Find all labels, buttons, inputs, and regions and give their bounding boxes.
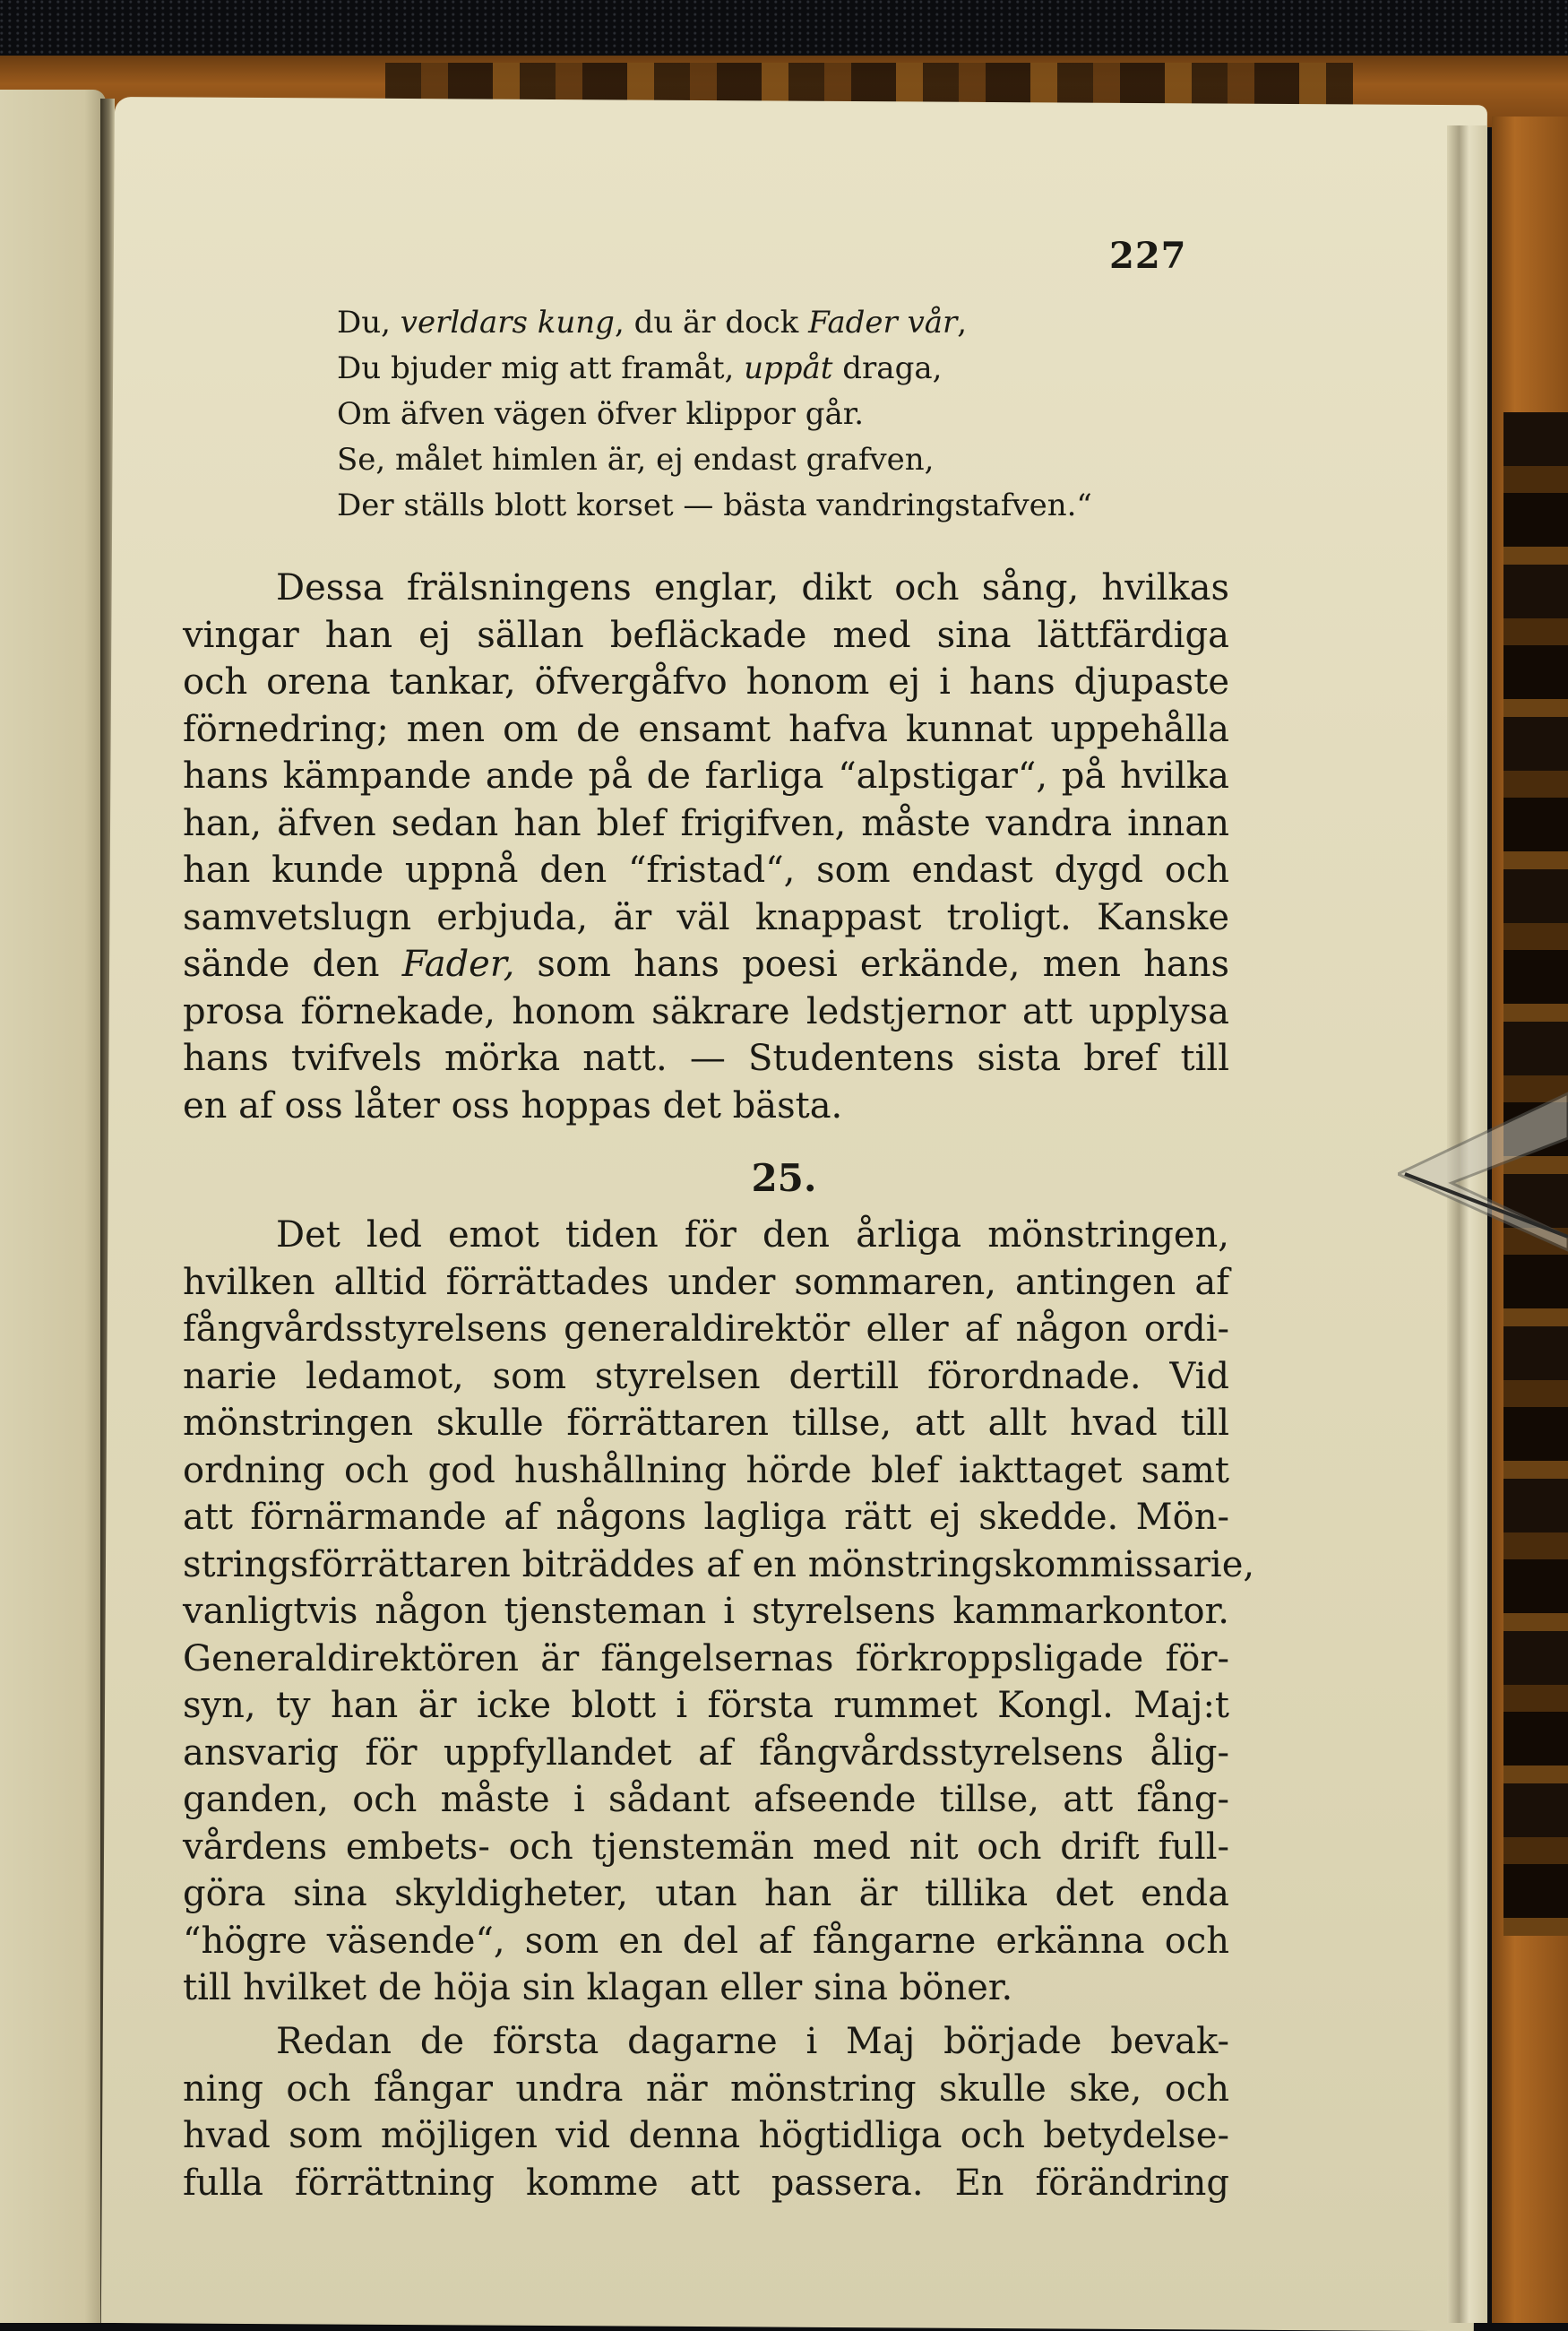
paragraph-2	[183, 1212, 1255, 2012]
text-line: fulla förrättning komme att passera. En förändring	[183, 2162, 1229, 2204]
text-line: fångvårdsstyrelsens generaldirektör eller af någon ordi-	[183, 1308, 1229, 1350]
text-line: hans tvifvels mörka natt. — Studentens sista bref till	[183, 1038, 1229, 1079]
section-heading: 25.	[751, 1156, 817, 1200]
text-line: “högre väsende“, som en del af fångarne erkänna och	[183, 1920, 1229, 1962]
text-line: hvad som möjligen vid denna högtidliga och betydelse-	[183, 2115, 1229, 2156]
text-line: vårdens embets- och tjenstemän med nit och drift full-	[183, 1826, 1229, 1868]
text-line: han, äfven sedan han blef frigifven, måste vandra innan	[183, 802, 1229, 844]
text-line: syn, ty han är icke blott i första rummet Kongl. Maj:t	[183, 1685, 1229, 1726]
text-line: hans kämpande ande på de farliga “alpstigar“, på hvilka	[183, 755, 1229, 797]
text-line: Generaldirektören är fängelsernas förkroppsligade för-	[183, 1637, 1229, 1679]
text-line: prosa förnekade, honom säkrare ledstjernor att upplysa	[183, 990, 1229, 1032]
paragraph-1	[183, 565, 1229, 1129]
text-line: och orena tankar, öfvergåfvo honom ej i hans djupaste	[183, 661, 1229, 703]
verse-line: Der ställs blott korset — bästa vandringstafven.“	[337, 488, 1092, 523]
verse-line: Du bjuder mig att framåt, uppåt draga,	[337, 350, 943, 386]
text-line: ansvarig för uppfyllandet af fångvårdsstyrelsens ålig-	[183, 1731, 1229, 1774]
text-line: sände den Fader, som hans poesi erkände, men hans	[183, 944, 1229, 985]
page-number: 227	[1109, 235, 1187, 277]
text-line: Det led emot tiden för den årliga mönstringen,	[276, 1214, 1229, 1256]
verse-line: Se, målet himlen är, ej endast grafven,	[337, 442, 935, 478]
text-line: Redan de första dagarne i Maj började bevak-	[276, 2021, 1229, 2062]
text-line: han kunde uppnå den “fristad“, som endast dygd och	[183, 850, 1229, 891]
verse-block	[337, 300, 1092, 529]
text-line: att förnärmande af någons lagliga rätt ej skedde. Mön-	[183, 1497, 1229, 1538]
text-line: ganden, och måste i sådant afseende tillse, att fång-	[183, 1779, 1229, 1820]
verse-line: Om äfven vägen öfver klippor går.	[337, 396, 865, 432]
text-line: göra sina skyldigheter, utan han är tillika det enda	[183, 1873, 1229, 1914]
text-line: Dessa frälsningens englar, dikt och sång, hvilkas	[276, 567, 1229, 609]
text-line: förnedring; men om de ensamt hafva kunnat uppehålla	[183, 708, 1229, 750]
text-line: vingar han ej sällan befläckade med sina lättfärdiga	[183, 614, 1229, 656]
paragraph-3	[183, 2018, 1229, 2206]
text-line: narie ledamot, som styrelsen dertill förordnade. Vid	[183, 1355, 1229, 1397]
text-line: en af oss låter oss hoppas det bästa.	[183, 1084, 843, 1127]
text-line: vanligtvis någon tjensteman i styrelsens kammarkontor.	[183, 1591, 1229, 1632]
text-line: samvetslugn erbjuda, är väl knappast troligt. Kanske	[183, 896, 1229, 938]
text-line: mönstringen skulle förrättaren tillse, att allt hvad till	[183, 1403, 1229, 1444]
text-line: ning och fångar undra när mönstring skulle ske, och	[183, 2068, 1229, 2110]
verse-line: Du, verldars kung, du är dock Fader vår,	[337, 305, 968, 341]
text-line: till hvilket de höja sin klagan eller sina böner.	[183, 1967, 1013, 2008]
text-line: hvilken alltid förrättades under sommaren, antingen af	[183, 1261, 1229, 1303]
text-line: stringsförrättaren biträddes af en mönstringskommissarie,	[183, 1543, 1255, 1585]
text-line: ordning och god hushållning hörde blef iakttaget samt	[183, 1449, 1229, 1491]
